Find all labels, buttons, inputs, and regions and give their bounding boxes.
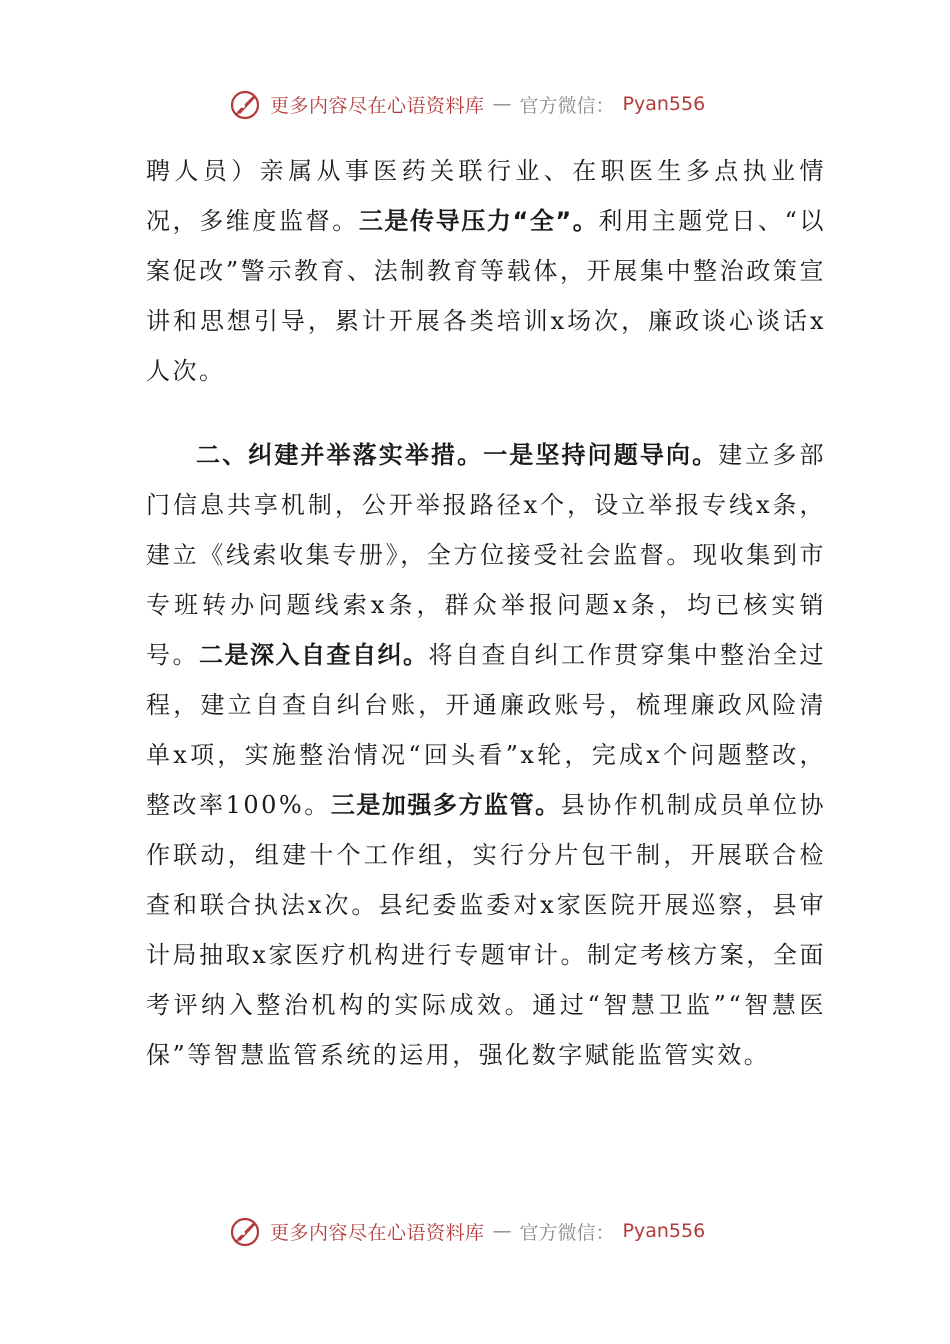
watermark-separator: — (492, 93, 512, 115)
watermark-separator: — (492, 1220, 512, 1242)
quill-pen-logo-icon (228, 1214, 262, 1248)
paragraph-text: 聘人员）亲属从事医药关联行业、在职医生多点执业情况，多维度监督。 (146, 157, 826, 235)
watermark-contact-id: Pyan556 (622, 1220, 706, 1242)
bold-heading: 三是传导压力“全”。 (358, 207, 599, 235)
watermark-contact-label: 官方微信： (519, 94, 615, 117)
bold-heading: 三是加强多方监管。 (330, 791, 561, 819)
watermark-text: 更多内容尽在心语资料库 (270, 1221, 485, 1244)
watermark-text: 更多内容尽在心语资料库 (270, 94, 485, 117)
paragraph-text: 将自查自纠工作贯穿集中整治全过程，建立自查自纠台账，开通廉政账号，梳理廉政风险清单x项，实施整治情况“回头看”x轮，完成x个问题整改，整改率100%。 (146, 641, 826, 819)
paragraph-continued (146, 146, 826, 396)
document-body (146, 146, 826, 1080)
watermark-contact-id: Pyan556 (622, 93, 706, 115)
paragraph-text: 县协作机制成员单位协作联动，组建十个工作组，实行分片包干制，开展联合检查和联合执法x次。县纪委监委对x家医院开展巡察，县审计局抽取x家医疗机构进行专题审计。制定考核方案，全面考评纳入整治机构的实际成效。通过“智慧卫监”“智慧医保”等智慧监管系统的运用，强化数字赋能监管实效。 (146, 791, 826, 1069)
paragraph-section-two (146, 430, 826, 1080)
watermark-contact-label: 官方微信： (519, 1221, 615, 1244)
bold-heading: 二是深入自查自纠。 (199, 641, 429, 669)
header-watermark (228, 84, 748, 124)
quill-pen-logo-icon (228, 87, 262, 121)
footer-watermark (228, 1211, 748, 1251)
paragraph-spacer (146, 396, 826, 430)
paragraph-text: 利用主题党日、“以案促改”警示教育、法制教育等载体，开展集中整治政策宣讲和思想引导，累计开展各类培训x场次，廉政谈心谈话x人次。 (146, 207, 826, 385)
bold-heading: 二、纠建并举落实举措。一是坚持问题导向。 (196, 441, 719, 469)
paragraph-text: 建立多部门信息共享机制，公开举报路径x个，设立举报专线x条，建立《线索收集专册》，全方位接受社会监督。现收集到市专班转办问题线索x条，群众举报问题x条，均已核实销号。 (146, 441, 827, 669)
